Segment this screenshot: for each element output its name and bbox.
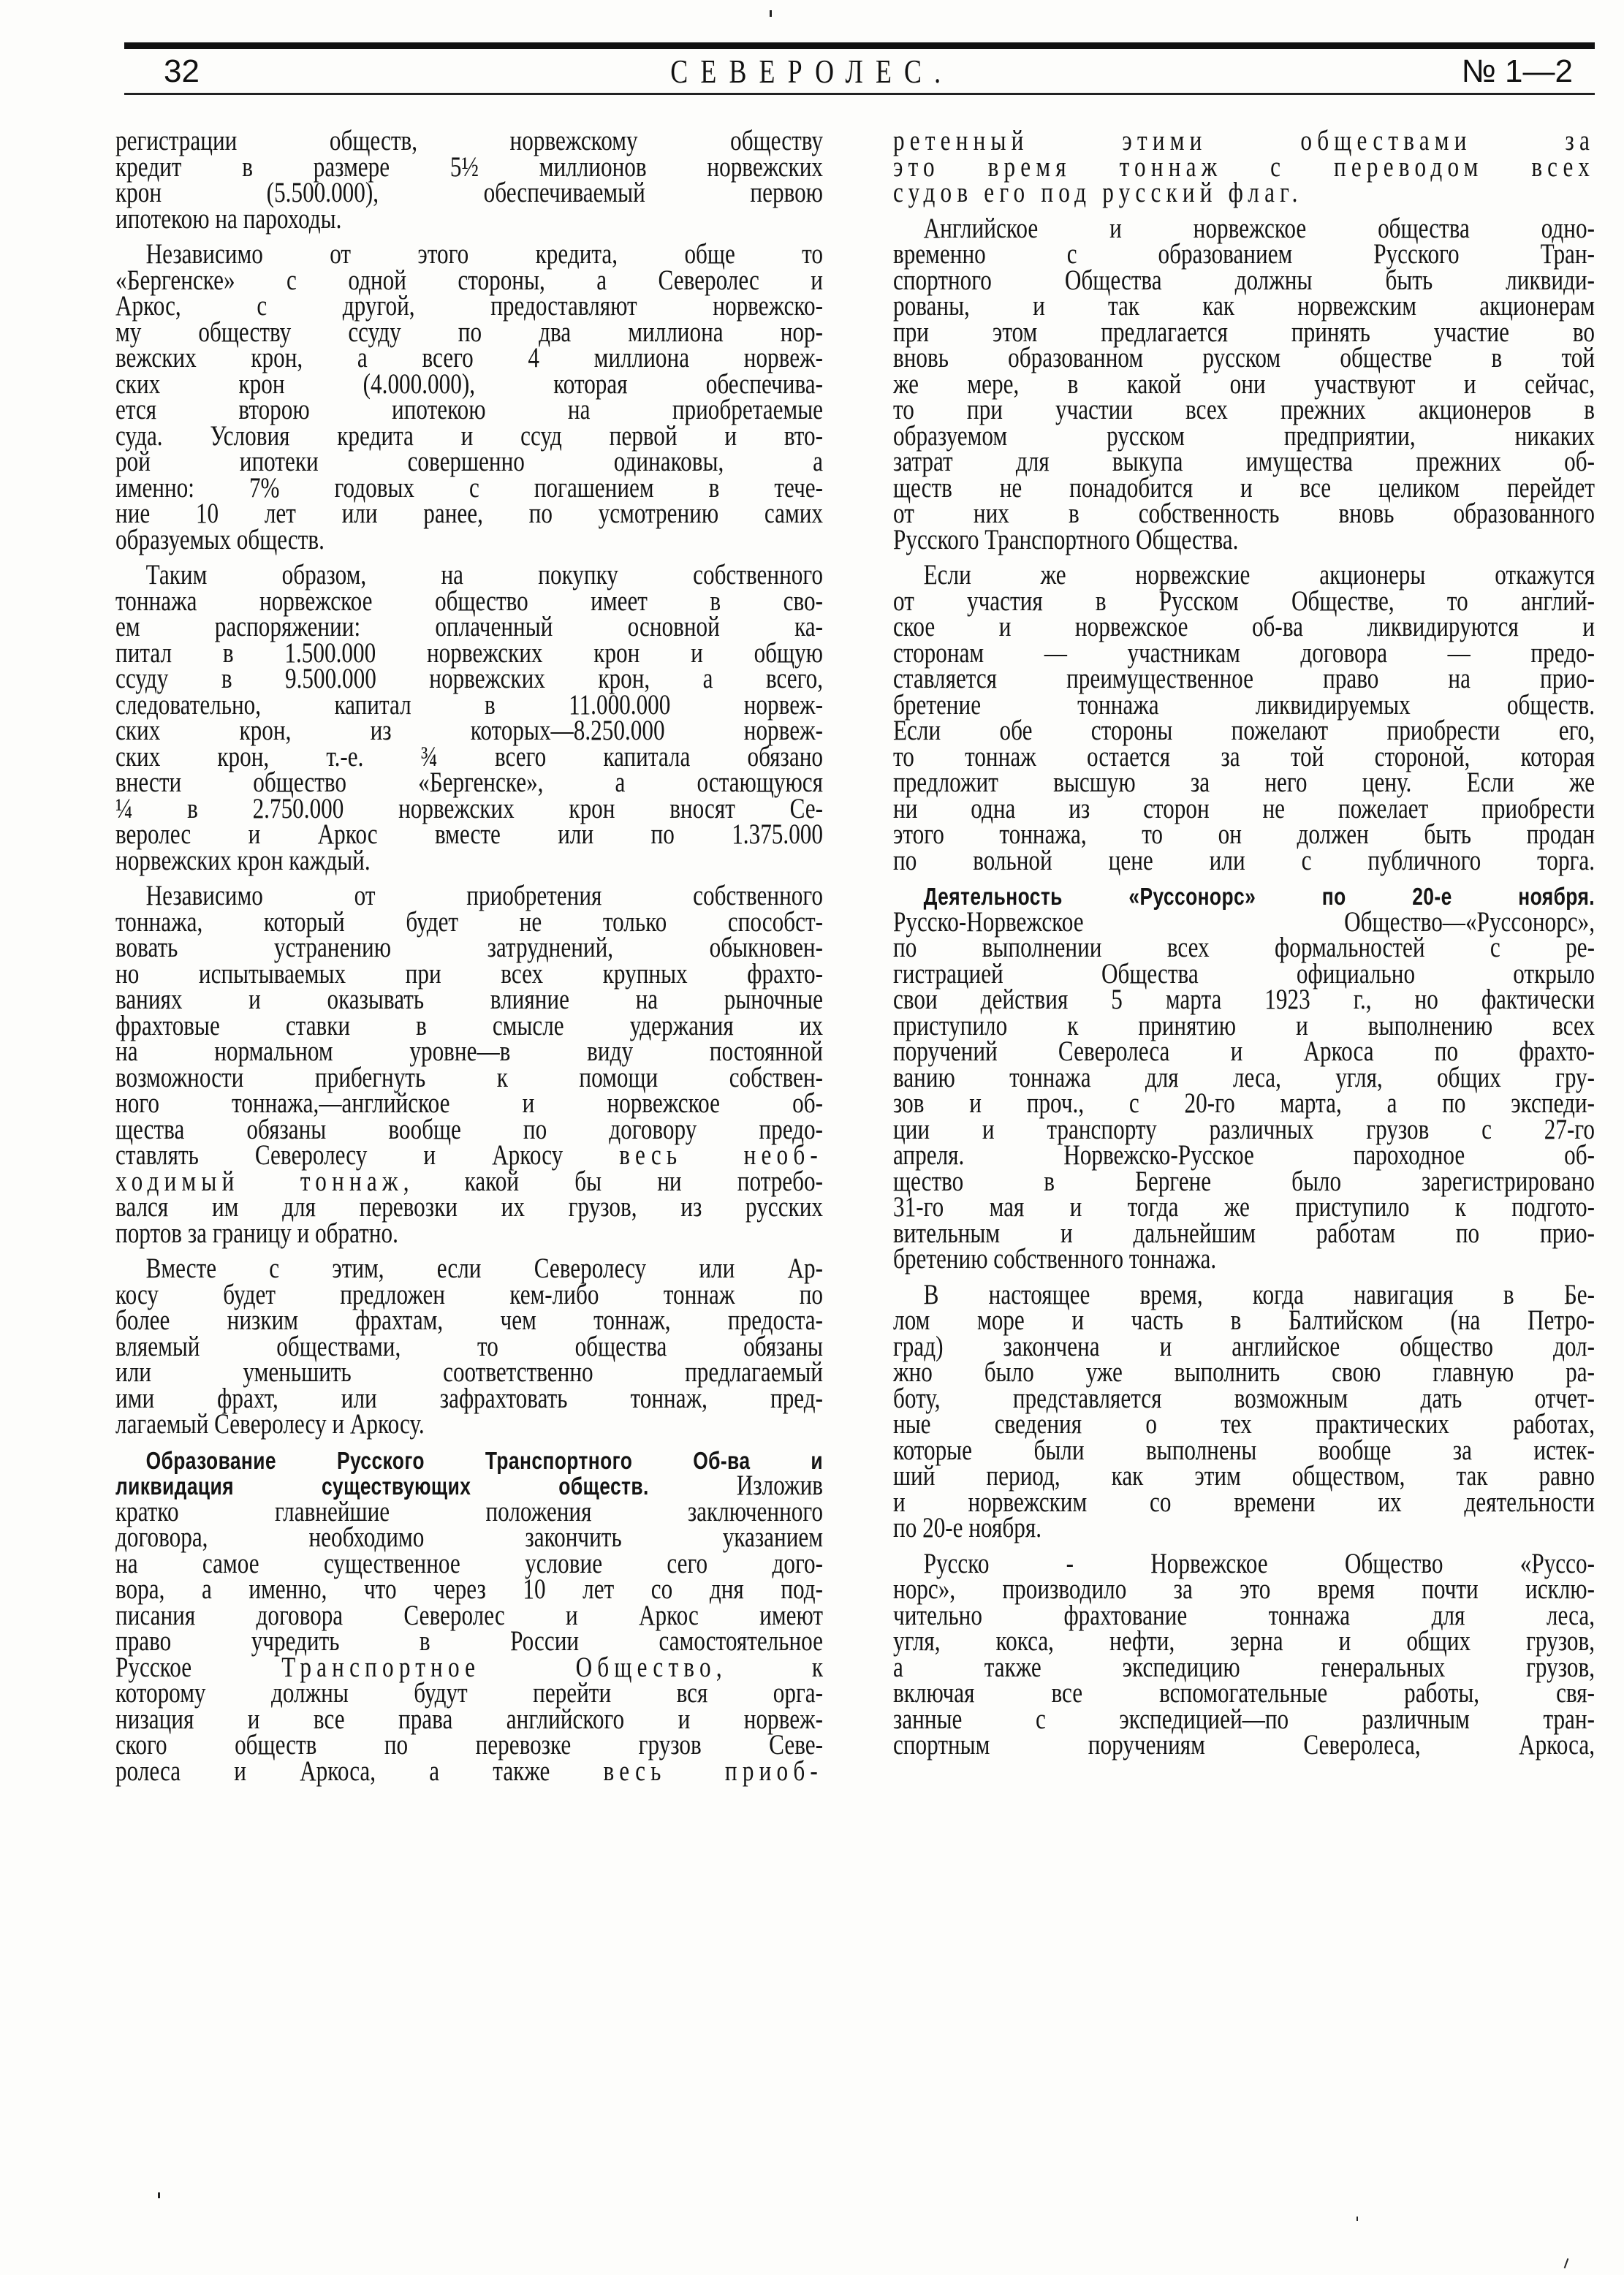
text-line <box>115 957 823 990</box>
text-line <box>115 1599 823 1631</box>
section-heading: Деятельность «Руссонорс» по 20-е ноября. <box>923 883 1595 910</box>
body-text: ший период, как этим обществом, так равно <box>893 1460 1595 1492</box>
body-text: от участия в Русском Обществе, то англий- <box>893 585 1595 617</box>
text-line <box>893 125 1595 156</box>
text-line <box>115 1625 823 1657</box>
text-line <box>115 585 823 617</box>
text-line <box>893 1651 1595 1683</box>
text-line <box>893 1408 1595 1440</box>
body-text: спортного Общества должны быть ликвиди- <box>893 264 1595 296</box>
text-line <box>115 498 823 529</box>
text-line <box>893 883 1595 909</box>
body-text: ваниях и оказывать влияние на рыночные <box>115 984 823 1015</box>
body-text: ется второю ипотекою на приобретаемые <box>115 394 823 425</box>
body-text: Русского Транспортного Общества. <box>893 523 1239 555</box>
text-line <box>115 611 823 642</box>
text-line <box>115 1547 823 1579</box>
text-line <box>115 446 823 477</box>
body-text: ные сведения о тех практических работах, <box>893 1408 1595 1440</box>
body-text: ванию тоннажа для леса, угля, общих гру- <box>893 1061 1595 1093</box>
issue-number: № 1—2 <box>1461 53 1573 89</box>
body-text: щество в Бергене было зарегистрировано <box>893 1165 1595 1197</box>
body-text: В настоящее время, когда навигация в Бе- <box>923 1278 1595 1310</box>
text-line <box>893 611 1595 642</box>
text-line <box>893 585 1595 617</box>
body-text: Английское и норвежское общества одно- <box>923 212 1595 244</box>
body-text: предложит высшую за него цену. Если же <box>893 767 1595 798</box>
text-line <box>893 1087 1595 1119</box>
text-line <box>115 1009 823 1041</box>
body-text: которому должны будут перейти вся орга- <box>115 1677 823 1709</box>
spaced-emphasis: весь приоб- <box>603 1755 823 1787</box>
text-line <box>893 1573 1595 1605</box>
left-column <box>115 125 824 1787</box>
body-text: более низким фрахтам, чем тоннаж, предоста- <box>115 1304 823 1336</box>
text-line <box>115 202 823 235</box>
body-text: следовательно, капитал в 11.000.000 норвеж- <box>115 688 823 721</box>
text-line <box>115 368 823 400</box>
spaced-emphasis: это время тоннаж с переводом всех <box>893 151 1595 183</box>
body-text: вляемый обществами, то общества обязаны <box>115 1330 823 1362</box>
body-text: ссуду в 9.500.000 норвежских крон, а всего, <box>115 663 823 694</box>
text-line <box>893 957 1595 990</box>
body-text: на самое существенное условие сего дого- <box>115 1547 823 1579</box>
body-text: ского обществ по перевозке грузов Севе- <box>115 1729 823 1761</box>
page-number: 32 <box>164 53 200 89</box>
body-text: Если обе стороны пожелают приобрести его, <box>893 715 1595 746</box>
text-line <box>893 932 1595 963</box>
body-text: временно с образованием Русского Тран- <box>893 238 1595 270</box>
body-text: вновь образованном русском обществе в той <box>893 342 1595 373</box>
body-text: договора, необходимо закончить указанием <box>115 1522 823 1553</box>
header-top-rule <box>124 42 1595 49</box>
body-text: му обществу ссуду по два миллиона нор- <box>115 316 823 348</box>
body-text: свои действия 5 марта 1923 г., но фактически <box>893 984 1595 1015</box>
body-text: включая все вспомогательные работы, свя- <box>893 1677 1595 1709</box>
text-line <box>893 1703 1595 1735</box>
text-line <box>115 844 823 876</box>
text-line <box>893 1434 1595 1466</box>
text-line <box>115 1356 823 1388</box>
section-heading: ликвидация существующих обществ. <box>115 1473 649 1500</box>
text-line <box>115 1755 823 1787</box>
text-line <box>893 1460 1595 1492</box>
body-text: ипотекою на пароходы. <box>115 202 342 235</box>
text-line <box>115 1470 824 1501</box>
body-text: Вместе с этим, если Северолесу или Ар- <box>145 1253 824 1284</box>
body-text: вовать устранению затруднений, обыкновен- <box>115 932 823 963</box>
body-text: кредит в размере 5½ миллионов норвежских <box>115 151 823 183</box>
body-text: Таким образом, на покупку собственного <box>145 559 824 590</box>
body-text: лагаемый Северолесу и Аркосу. <box>115 1408 425 1440</box>
text-line <box>115 342 823 373</box>
text-line <box>893 1330 1595 1362</box>
body-text: по выполнении всех формальностей с ре- <box>893 932 1595 963</box>
body-text: по вольной цене или с публичного торга. <box>893 844 1595 876</box>
body-text: жно было уже выполнить свою главную ра- <box>893 1356 1595 1388</box>
body-text: Аркос, с другой, предоставляют норвежско- <box>115 290 823 322</box>
body-text: гистрацией Общества официально открыло <box>893 957 1595 990</box>
text-line <box>115 1113 823 1145</box>
body-text: суда. Условия кредита и ссуд первой и вто- <box>115 419 823 452</box>
body-text: регистрации обществ, норвежскому обществу <box>115 125 823 156</box>
text-line <box>893 1243 1595 1275</box>
text-line <box>893 905 1595 938</box>
body-text: ществ не понадобится и все целиком перейдет <box>893 471 1595 504</box>
body-text: Русское <box>115 1651 282 1683</box>
text-line <box>115 559 824 590</box>
text-line <box>115 177 823 208</box>
body-text: косу будет предложен кем-либо тоннаж по <box>115 1278 823 1310</box>
body-text: вительным и дальнейшим работам по прио- <box>893 1217 1595 1249</box>
body-text: то тоннаж остается за той стороной, которая <box>893 740 1595 772</box>
body-text: Изложив <box>648 1470 824 1501</box>
body-text: Независимо от этого кредита, обще то <box>145 238 824 270</box>
body-text: тоннажа, который будет не только способст- <box>115 905 823 938</box>
body-text: град) закончена и английское общество дол- <box>893 1330 1595 1362</box>
body-text: фрахтовые ставки в смысле удержания их <box>115 1009 823 1041</box>
text-line <box>115 419 823 452</box>
text-line <box>115 740 823 772</box>
body-text: занные с экспедицией—по различным тран- <box>893 1703 1595 1735</box>
body-text: при этом предлагается принять участие во <box>893 316 1595 348</box>
body-text: от них в собственность вновь образованного <box>893 498 1595 529</box>
text-line <box>115 792 823 824</box>
body-text: ское и норвежское об-ва ликвидируются и <box>893 611 1595 642</box>
text-line <box>893 1113 1595 1145</box>
text-line <box>893 844 1595 876</box>
body-text: этого тоннажа, то он должен быть продан <box>893 819 1595 850</box>
text-line <box>115 1573 823 1605</box>
text-line <box>893 688 1595 721</box>
text-line <box>893 446 1595 477</box>
journal-title: СЕВЕРОЛЕС. <box>670 53 954 90</box>
text-line <box>893 394 1595 425</box>
body-text: рой ипотеки совершенно одинаковы, а <box>115 446 823 477</box>
text-line <box>115 1495 823 1527</box>
section-heading: Образование Русского Транспортного Об-ва и <box>145 1446 824 1474</box>
right-column <box>893 125 1595 1761</box>
body-text: вежских крон, а всего 4 миллиона норвеж- <box>115 342 823 373</box>
body-text: а также экспедицию генеральных грузов, <box>893 1651 1595 1683</box>
text-line <box>893 290 1595 322</box>
body-text: ими фрахт, или зафрахтовать тоннаж, пред- <box>115 1382 823 1414</box>
body-text: но испытываемых при всех крупных фрахто- <box>115 957 823 990</box>
body-text: возможности прибегнуть к помощи собствен- <box>115 1061 823 1093</box>
body-text: вора, а именно, что через 10 лет со дня под- <box>115 1573 823 1605</box>
text-line <box>893 368 1595 400</box>
body-text: приступило к принятию и выполнению всех <box>893 1009 1595 1041</box>
text-line <box>115 715 823 746</box>
text-line <box>115 1729 823 1761</box>
text-line <box>115 1677 823 1709</box>
body-text: боту, представляется возможным дать отчет- <box>893 1382 1595 1414</box>
spaced-emphasis: ходимый тоннаж <box>115 1165 403 1197</box>
text-line <box>893 1139 1595 1171</box>
text-line <box>115 767 823 798</box>
text-line <box>115 880 824 911</box>
scan-speck <box>1564 2258 1569 2268</box>
text-line <box>893 1038 1595 1065</box>
body-text: ¼ в 2.750.000 норвежских крон вносят Се- <box>115 792 823 824</box>
text-line <box>893 238 1595 270</box>
text-line <box>893 559 1595 590</box>
text-line <box>115 1447 823 1473</box>
body-text: поручений Северолеса и Аркоса по фрахто- <box>893 1036 1595 1067</box>
body-text: же мере, в какой они участвуют и сейчас, <box>893 368 1595 400</box>
body-text: зов и проч., с 20-го марта, а по экспеди- <box>893 1087 1595 1119</box>
body-text: ции и транспорту различных грузов с 27-го <box>893 1113 1595 1145</box>
text-line <box>893 1512 1595 1543</box>
body-text: затрат для выкупа имущества прежних об- <box>893 446 1595 477</box>
text-line <box>893 1356 1595 1388</box>
text-line <box>115 905 823 938</box>
text-line <box>893 342 1595 373</box>
text-line <box>893 767 1595 798</box>
body-text: норс», производило за это время почти исклю- <box>893 1573 1595 1605</box>
body-text: писания договора Северолес и Аркос имеют <box>115 1599 823 1631</box>
text-line <box>893 821 1595 848</box>
body-text: спортным поручениям Северолеса, Аркоса, <box>893 1729 1595 1761</box>
text-line <box>115 1061 823 1093</box>
body-text: 31-го мая и тогда же приступило к подгото- <box>893 1191 1595 1223</box>
body-text: вался им для перевозки их грузов, из русских <box>115 1191 823 1223</box>
text-line <box>893 264 1595 296</box>
body-text: на нормальном уровне—в виду постоянной <box>115 1036 823 1067</box>
text-line <box>115 637 823 669</box>
body-text: то при участии всех прежних акционеров в <box>893 394 1595 425</box>
body-text: , какой бы ни потребо- <box>403 1165 824 1197</box>
text-line <box>115 1253 824 1284</box>
text-line <box>893 316 1595 348</box>
text-line <box>893 419 1595 452</box>
body-text: чительно фрахтование тоннажа для леса, <box>893 1599 1595 1631</box>
spaced-emphasis: весь необ- <box>619 1139 823 1171</box>
body-text: по 20-е ноября. <box>893 1512 1042 1543</box>
text-line <box>893 1061 1595 1093</box>
text-line <box>115 316 823 348</box>
body-text: ставлять Северолесу и Аркосу <box>115 1139 620 1171</box>
body-text: Если же норвежские акционеры откажутся <box>923 559 1595 590</box>
spaced-emphasis: судов его под русский флаг. <box>893 177 1303 208</box>
body-text: ни одна из сторон не пожелает приобрести <box>893 792 1595 824</box>
spaced-emphasis: ретенный этими обществами за <box>893 125 1595 156</box>
body-text: ских крон, из которых—8.250.000 норвеж- <box>115 715 823 746</box>
body-text: Русско - Норвежское Общество «Руссо- <box>923 1547 1595 1579</box>
body-text: тоннажа норвежское общество имеет в сво- <box>115 585 823 617</box>
text-line <box>115 125 823 156</box>
body-text: ние 10 лет или ранее, по усмотрению самих <box>115 498 823 529</box>
body-text: «Бергенске» с одной стороны, а Северолес и <box>115 264 823 296</box>
text-line <box>893 1486 1595 1518</box>
body-text: , к <box>716 1651 823 1683</box>
text-line <box>115 394 823 425</box>
body-text: ставляется преимущественное право на прио- <box>893 663 1595 694</box>
text-line <box>115 471 823 504</box>
text-line <box>115 688 823 721</box>
body-text: апреля. Норвежско-Русское пароходное об- <box>893 1139 1595 1171</box>
text-line <box>115 523 823 555</box>
text-line <box>115 932 823 963</box>
body-text: низация и все права английского и норвеж- <box>115 1703 823 1735</box>
text-line <box>893 1217 1595 1249</box>
text-line <box>115 1087 823 1119</box>
text-line <box>115 984 823 1015</box>
body-text: ного тоннажа,—английское и норвежское об- <box>115 1087 823 1119</box>
body-text: ских крон (4.000.000), которая обеспечива- <box>115 368 823 400</box>
text-line <box>893 151 1595 183</box>
text-line <box>893 212 1595 244</box>
text-line <box>893 637 1595 669</box>
body-text: рованы, и так как норвежским акционерам <box>893 290 1595 322</box>
body-text: образуемых обществ. <box>115 523 325 555</box>
body-text: и норвежским со времени их деятельности <box>893 1486 1595 1518</box>
text-line <box>893 792 1595 824</box>
text-line <box>893 177 1595 208</box>
body-text: угля, кокса, нефти, зерна и общих грузов, <box>893 1625 1595 1657</box>
scan-speck <box>1357 2217 1358 2221</box>
text-line <box>893 471 1595 504</box>
text-line <box>893 1278 1595 1310</box>
scan-speck <box>158 2192 160 2198</box>
text-line <box>115 1524 823 1551</box>
text-line <box>115 1278 823 1310</box>
text-line <box>893 1677 1595 1709</box>
text-line <box>893 1729 1595 1761</box>
text-line <box>893 1165 1595 1197</box>
text-line <box>115 1165 824 1197</box>
left-column-text <box>115 125 824 1787</box>
text-line <box>893 498 1595 529</box>
body-text: ем распоряжении: оплаченный основной ка- <box>115 611 823 642</box>
body-text: или уменьшить соответственно предлагаемый <box>115 1356 823 1388</box>
text-line <box>115 1651 823 1683</box>
body-text: право учредить в России самостоятельное <box>115 1625 823 1657</box>
body-text: бретению собственного тоннажа. <box>893 1243 1217 1275</box>
body-text: норвежских крон каждый. <box>115 844 371 876</box>
text-line <box>115 151 823 183</box>
body-text: ролеса и Аркоса, а также <box>115 1755 604 1787</box>
text-line <box>115 1139 823 1171</box>
body-text: портов за границу и обратно. <box>115 1217 398 1249</box>
text-line <box>115 1304 823 1336</box>
right-column-text <box>893 125 1595 1761</box>
text-line <box>115 1703 823 1735</box>
scan-speck <box>770 10 772 17</box>
text-line <box>893 1547 1595 1579</box>
text-line <box>115 821 823 848</box>
body-text: сторонам — участникам договора — предо- <box>893 637 1595 669</box>
text-line <box>893 1304 1595 1336</box>
text-line <box>893 523 1595 555</box>
text-line <box>115 1191 823 1223</box>
text-line <box>893 663 1595 694</box>
text-line <box>115 1382 823 1414</box>
body-text: именно: 7% годовых с погашением в тече- <box>115 471 823 504</box>
body-text: питал в 1.500.000 норвежских крон и общую <box>115 637 823 669</box>
body-text: внести общество «Бергенске», а остающуюся <box>115 767 823 798</box>
body-text: лом море и часть в Балтийском (на Петро- <box>893 1304 1595 1336</box>
body-text: веролес и Аркос вместе или по 1.375.000 <box>115 819 823 850</box>
body-text: ских крон, т.-е. ¾ всего капитала обязано <box>115 740 823 772</box>
text-line <box>115 663 823 694</box>
text-line <box>115 1217 823 1249</box>
text-line <box>115 264 823 296</box>
body-text: крон (5.500.000), обеспечиваемый первою <box>115 177 823 208</box>
text-line <box>115 290 823 322</box>
body-text: кратко главнейшие положения заключенного <box>115 1495 823 1527</box>
text-line <box>893 1599 1595 1631</box>
text-line <box>893 1625 1595 1657</box>
body-text: Русско-Норвежское Общество—«Руссонорс», <box>893 905 1595 938</box>
text-line <box>115 238 824 270</box>
spaced-emphasis: Транспортное Общество <box>281 1651 716 1683</box>
text-line <box>115 1408 823 1440</box>
body-text: Независимо от приобретения собственного <box>145 880 824 911</box>
text-line <box>893 1191 1595 1223</box>
text-line <box>893 1009 1595 1041</box>
text-line <box>893 740 1595 772</box>
text-line <box>893 984 1595 1015</box>
text-line <box>893 1382 1595 1414</box>
header-bottom-rule <box>124 93 1595 95</box>
text-line <box>115 1038 823 1065</box>
body-text: щества обязаны вообще по договору предо- <box>115 1113 823 1145</box>
text-line <box>115 1330 823 1362</box>
body-text: которые были выполнены вообще за истек- <box>893 1434 1595 1466</box>
body-text: бретение тоннажа ликвидируемых обществ. <box>893 688 1595 721</box>
body-text: образуемом русском предприятии, никаких <box>893 419 1595 452</box>
text-line <box>893 715 1595 746</box>
